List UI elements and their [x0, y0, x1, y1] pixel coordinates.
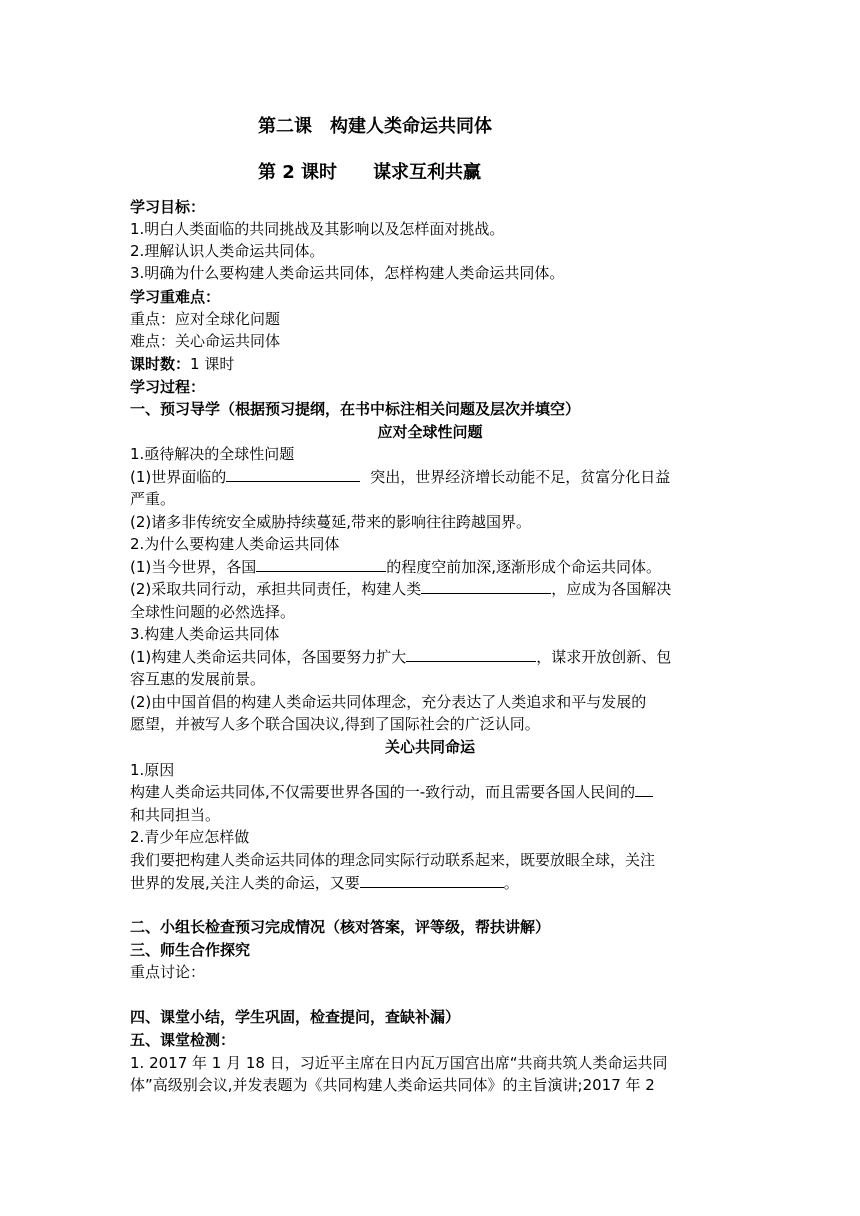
section-5-heading: 五、课堂检测： [130, 1031, 236, 1049]
item-3b-line1: (2)由中国首倡的构建人类命运共同体理念，充分表达了人类追求和平与发展的 [130, 693, 647, 711]
fill-blank[interactable] [256, 556, 386, 572]
goal-1: 1.明白人类面临的共同挑战及其影响以及怎样面对挑战。 [130, 220, 505, 238]
item-2b-wrap: 全球性问题的必然选择。 [130, 603, 296, 621]
item-2b-line [130, 578, 671, 600]
hours-label: 课时数： [130, 355, 191, 373]
topic-2-heading: 关心共同命运 [384, 738, 475, 756]
fill-blank[interactable] [635, 781, 653, 797]
class-hours [130, 353, 234, 375]
period-label: 第 2 课时 [258, 162, 338, 183]
q-2a-text: 世界的发展,关注人类的命运，又要 [130, 874, 360, 892]
key-point: 重点：应对全球化问题 [130, 310, 281, 328]
difficult-point: 难点：关心命运共同体 [130, 332, 281, 350]
topic-1-heading: 应对全球性问题 [377, 423, 483, 441]
item-1b: (2)诸多非传统安全威胁持续蔓延,带来的影响往往跨越国界。 [130, 513, 532, 531]
test-1-line2: 体”高级别会议,并发表题为《共同构建人类命运共同体》的主旨演讲;2017 年 2 [130, 1076, 655, 1094]
lesson-title: 第二课 构建人类命运共同体 [258, 116, 492, 137]
lesson-subtitle [258, 160, 481, 186]
item-2-heading: 2.为什么要构建人类命运共同体 [130, 535, 340, 553]
item-2a-text: (1)当今世界，各国 [130, 558, 257, 576]
q-2a-line2 [130, 872, 519, 894]
goal-3: 3.明确为什么要构建人类命运共同体，怎样构建人类命运共同体。 [130, 264, 565, 282]
item-2a-text-cont: 的程度空前加深,逐渐形成个命运共同体。 [386, 558, 662, 576]
section-1-heading: 一、预习导学（根据预习提纲，在书中标注相关问题及层次并填空） [130, 400, 581, 418]
section-2-heading: 二、小组长检查预习完成情况（核对答案，评等级，帮扶讲解） [130, 918, 551, 936]
fill-blank[interactable] [360, 872, 504, 888]
q-1a-text: 构建人类命运共同体,不仅需要世界各国的一-致行动，而且需要各国人民间的 [130, 783, 636, 801]
fill-blank[interactable] [406, 646, 536, 662]
item-3a-wrap: 容互惠的发展前景。 [130, 670, 266, 688]
item-2b-text: (2)采取共同行动，承担共同责任，构建人类 [130, 580, 422, 598]
fill-blank[interactable] [226, 466, 360, 482]
q-2-heading: 2.青少年应怎样做 [130, 828, 250, 846]
goals-heading: 学习目标： [130, 198, 206, 216]
fill-blank[interactable] [421, 578, 551, 594]
item-1-heading: 1.亟待解决的全球性问题 [130, 445, 295, 463]
key-points-heading: 学习重难点： [130, 288, 221, 306]
q-1a-wrap: 和共同担当。 [130, 806, 221, 824]
q-1a-line [130, 781, 653, 803]
discussion-label: 重点讨论： [130, 963, 206, 981]
item-3a-text-cont: ，谋求开放创新、包 [536, 648, 672, 666]
section-3-heading: 三、师生合作探究 [130, 941, 251, 959]
item-3a-text: (1)构建人类命运共同体，各国要努力扩大 [130, 648, 407, 666]
item-1a-wrap: 严重。 [130, 490, 176, 508]
process-heading: 学习过程： [130, 378, 206, 396]
item-3b-line2: 愿望，并被写人多个联合国决议,得到了国际社会的广泛认同。 [130, 715, 540, 733]
test-1-line1: 1. 2017 年 1 月 18 日，习近平主席在日内瓦万国宫出席“共商共筑人类命运共同 [130, 1054, 668, 1072]
period-topic: 谋求互利共赢 [373, 162, 482, 183]
item-3-heading: 3.构建人类命运共同体 [130, 625, 280, 643]
item-2a-line [130, 556, 661, 578]
goal-2: 2.理解认识人类命运共同体。 [130, 242, 325, 260]
item-3a-line [130, 646, 671, 668]
q-1-heading: 1.原因 [130, 761, 175, 779]
item-2b-text-cont: ，应成为各国解决 [551, 580, 672, 598]
q-2a-line1: 我们要把构建人类命运共同体的理念同实际行动联系起来，既要放眼全球，关注 [130, 851, 656, 869]
item-1a-text: (1)世界面临的 [130, 468, 227, 486]
q-2a-end: 。 [503, 874, 519, 892]
item-1a-line [130, 466, 670, 488]
item-1a-text-cont: 突出，世界经济增长动能不足，贫富分化日益 [370, 468, 671, 486]
section-4-heading: 四、课堂小结，学生巩固，检查提问，查缺补漏） [130, 1008, 461, 1026]
hours-value: 1 课时 [190, 355, 235, 373]
